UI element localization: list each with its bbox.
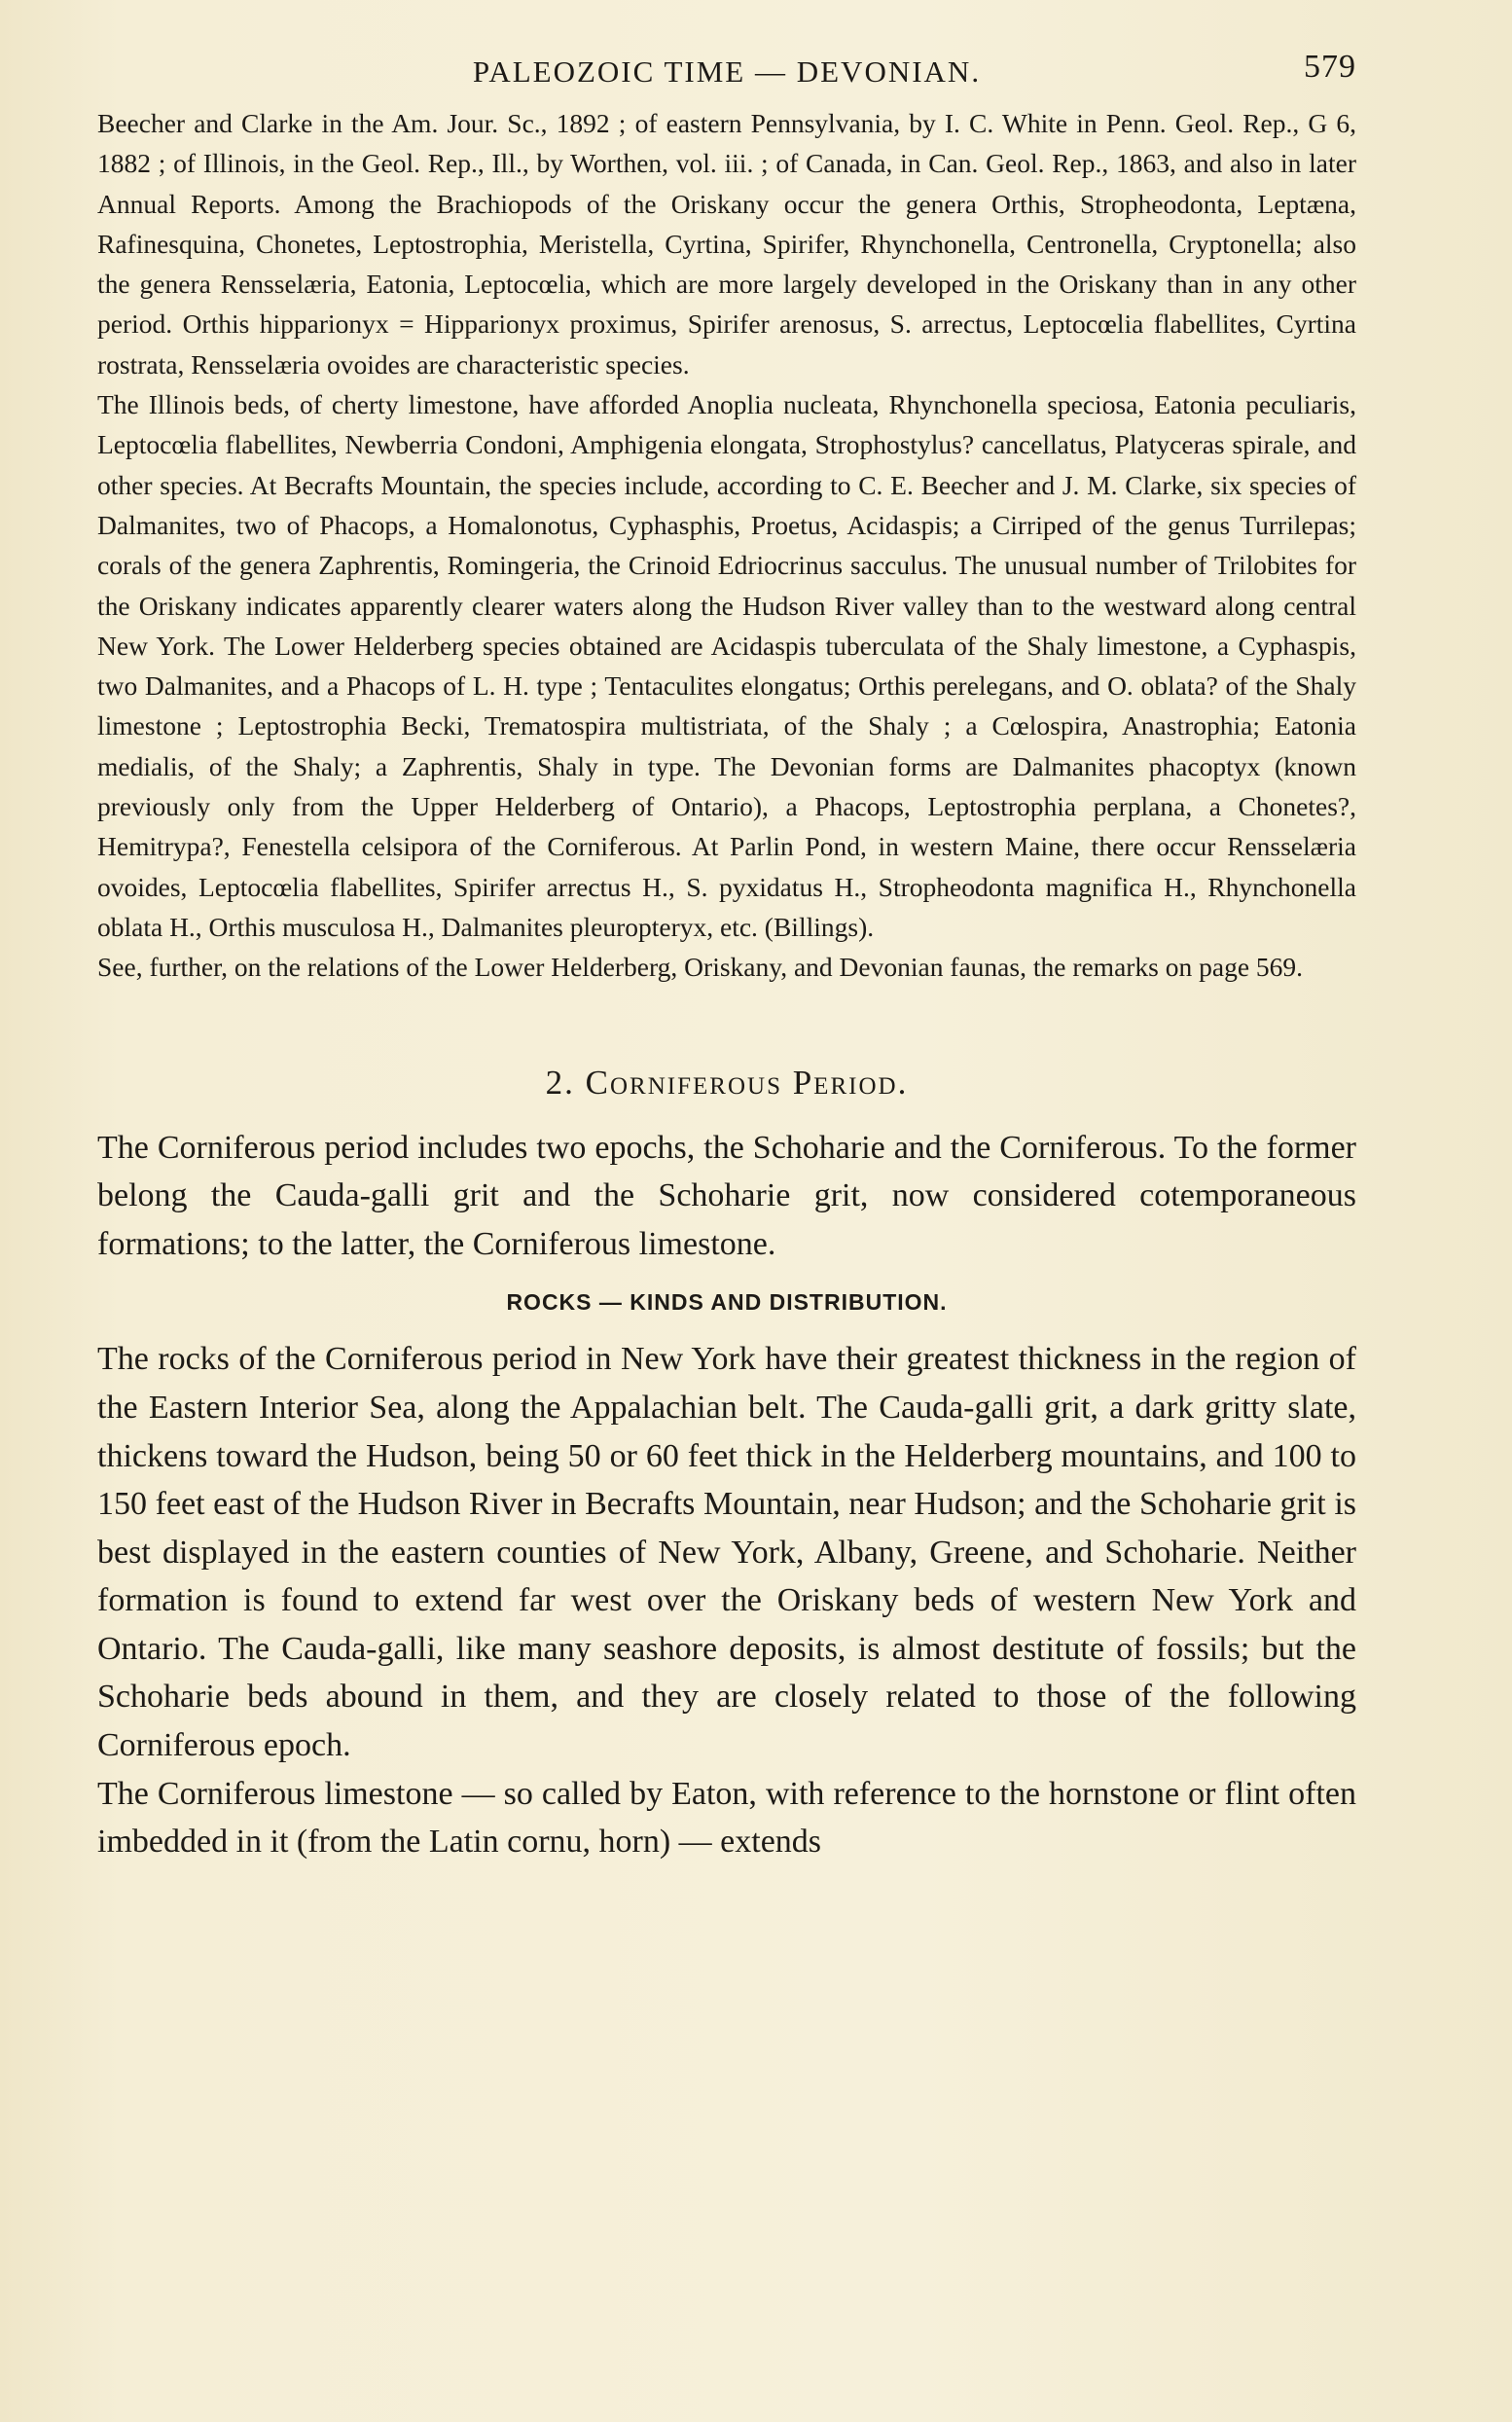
fine-print-block: [97, 103, 1356, 988]
running-title: PALEOZOIC TIME — DEVONIAN.: [472, 54, 982, 89]
paragraph-illinois-beds: The Illinois beds, of cherty limestone, have afforded Anoplia nucleata, Rhynchonella speciosa, Eatonia peculiaris, Leptocœlia flabellites, Newberria Condoni, Amphigenia elongata, Strophostylus? cancellatus, Platyceras spirale, and other species. At Becrafts Mountain, the species include, according to C. E. Beecher and J. M. Clarke, six species of Dalmanites, two of Phacops, a Homalonotus, Cyphasphis, Proetus, Acidaspis; a Cirriped of the genus Turrilepas; corals of the genera Zaphrentis, Romingeria, the Crinoid Edriocrinus sacculus. The unusual number of Trilobites for the Oriskany indicates apparently clearer waters along the Hudson River valley than to the westward along central New York. The Lower Helderberg species obtained are Acidaspis tuberculata of the Shaly limestone, a Cyphaspis, two Dalmanites, and a Phacops of L. H. type ; Tentaculites elongatus; Orthis perelegans, and O. oblata? of the Shaly limestone ; Leptostrophia Becki, Trematospira multistriata, of the Shaly ; a Cœlospira, Anastrophia; Eatonia medialis, of the Shaly; a Zaphrentis, Shaly in type. The Devonian forms are Dalmanites phacoptyx (known previously only from the Upper Helderberg of Ontario), a Phacops, Leptostrophia perplana, a Chonetes?, Hemitrypa?, Fenestella celsipora of the Corniferous. At Parlin Pond, in western Maine, there occur Rensselæria ovoides, Leptocœlia flabellites, Spirifer arrectus H., S. pyxidatus H., Stropheodonta magnifica H., Rhynchonella oblata H., Orthis musculosa H., Dalmanites pleuropteryx, etc. (Billings).: [97, 389, 1356, 942]
paragraph-see-further: See, further, on the relations of the Lower Helderberg, Oriskany, and Devonian faunas, the remarks on page 569.: [97, 952, 1304, 983]
paragraph-corniferous-intro: The Corniferous period includes two epochs, the Schoharie and the Corniferous. To the former belong the Cauda-galli grit and the Schoharie grit, now considered cotemporaneous formations; to the latter, the Corniferous limestone.: [97, 1129, 1356, 1262]
section-heading: 2. Corniferous Period.: [545, 1063, 909, 1102]
main-text-block-2: [97, 1335, 1356, 1866]
running-head: [97, 49, 1356, 103]
subheading: ROCKS — KINDS AND DISTRIBUTION.: [506, 1289, 948, 1316]
paragraph-brachiopods: Beecher and Clarke in the Am. Jour. Sc., 1892 ; of eastern Pennsylvania, by I. C. White in Penn. Geol. Rep., G 6, 1882 ; of Illinois, in the Geol. Rep., Ill., by Worthen, vol. iii. ; of Canada, in Can. Geol. Rep., 1863, and also in later Annual Reports. Among the Brachiopods of the Oriskany occur the genera Orthis, Stropheodonta, Leptæna, Rafinesquina, Chonetes, Leptostrophia, Meristella, Cyrtina, Spirifer, Rhynchonella, Centronella, Cryptonella; also the genera Rensselæria, Eatonia, Leptocœlia, which are more largely developed in the Oriskany than in any other period. Orthis hipparionyx = Hipparionyx proximus, Spirifer arenosus, S. arrectus, Leptocœlia flabellites, Cyrtina rostrata, Rensselæria ovoides are characteristic species.: [97, 108, 1356, 380]
main-text-block: [97, 1124, 1356, 1269]
page-number: 579: [1304, 49, 1356, 85]
paragraph-corniferous-limestone: The Corniferous limestone — so called by Eaton, with reference to the hornstone or flint often imbedded in it (from the Latin cornu, horn) — extends: [97, 1775, 1356, 1861]
paragraph-rocks: The rocks of the Corniferous period in New York have their greatest thickness in the region of the Eastern Interior Sea, along the Appalachian belt. The Cauda-galli grit, a dark gritty slate, thickens toward the Hudson, being 50 or 60 feet thick in the Helderberg mountains, and 100 to 150 feet east of the Hudson River in Becrafts Mountain, near Hudson; and the Schoharie grit is best displayed in the eastern counties of New York, Albany, Greene, and Schoharie. Neither formation is found to extend far west over the Oriskany beds of western New York and Ontario. The Cauda-galli, like many seashore deposits, is almost destitute of fossils; but the Schoharie beds abound in them, and they are closely related to those of the following Corniferous epoch.: [97, 1341, 1356, 1764]
